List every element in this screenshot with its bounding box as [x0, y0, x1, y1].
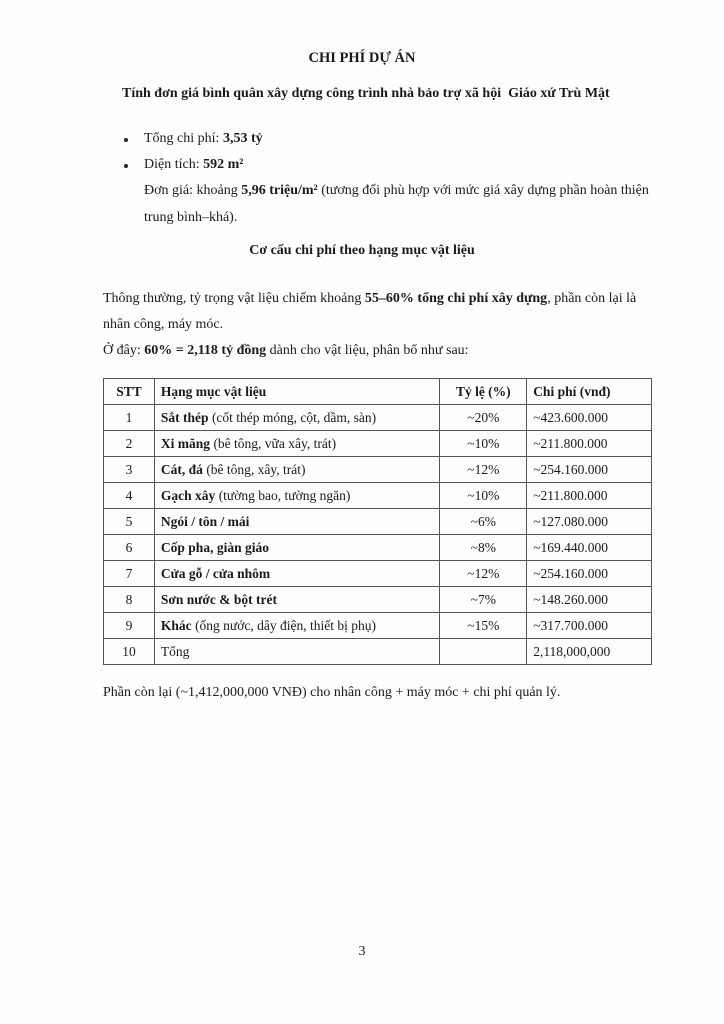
header-rate: Tỷ lệ (%) — [440, 379, 527, 405]
cell-item — [154, 431, 440, 457]
area-label: Diện tích: — [144, 157, 204, 172]
cell-item — [154, 561, 440, 587]
total-cost-value: 3,53 tỷ — [222, 131, 263, 146]
item-detail: (bê tông, xây, trát) — [202, 461, 306, 477]
total-stt: 10 — [104, 639, 155, 665]
item-name: Gạch xây — [160, 487, 216, 503]
cell-cost: ~423.600.000 — [527, 405, 652, 431]
cell-stt: 6 — [104, 535, 155, 561]
summary-item-total-cost — [122, 126, 263, 152]
intro-line1-bold: 55–60% tổng chi phí xây dựng — [364, 291, 548, 306]
summary-list — [122, 126, 263, 178]
item-detail: (bê tông, vữa xây, trát) — [210, 435, 337, 451]
page-number: 3 — [358, 944, 366, 959]
table-body — [104, 405, 652, 665]
intro-line2-suffix: dành cho vật liệu, phân bổ như sau: — [266, 343, 469, 358]
item-name: Xi măng — [160, 435, 211, 451]
cell-rate: ~10% — [440, 431, 527, 457]
cell-rate: ~10% — [440, 483, 527, 509]
table-row — [104, 587, 652, 613]
total-cost-label: Tổng chi phí: — [144, 131, 223, 146]
document-subtitle: Tính đơn giá bình quân xây dựng công trình nhà bảo trợ xã hội Giáo xứ Trù Mật — [122, 86, 610, 101]
cell-cost: ~254.160.000 — [527, 561, 652, 587]
cell-item — [154, 535, 440, 561]
cell-cost: ~169.440.000 — [527, 535, 652, 561]
intro-line1-suffix: , phần còn lại là nhân công, máy móc. — [103, 291, 637, 332]
table-total-row — [104, 639, 652, 665]
intro-line2-prefix: Ở đây: — [103, 343, 145, 358]
cell-cost: ~254.160.000 — [527, 457, 652, 483]
table-row — [104, 535, 652, 561]
header-cost: Chi phí (vnđ) — [527, 379, 652, 405]
cell-rate: ~12% — [440, 561, 527, 587]
cell-stt: 7 — [104, 561, 155, 587]
total-label: Tổng — [154, 639, 440, 665]
table-row — [104, 613, 652, 639]
cell-cost: ~317.700.000 — [527, 613, 652, 639]
intro-line-1 — [103, 286, 663, 338]
scan-bleed-through-mark — [690, 400, 720, 480]
cell-cost: ~148.260.000 — [527, 587, 652, 613]
cell-rate: ~6% — [440, 509, 527, 535]
item-detail: (ống nước, dây điện, thiết bị phụ) — [191, 617, 376, 633]
unit-price-value: 5,96 triệu/m² — [241, 183, 318, 198]
header-item: Hạng mục vật liệu — [154, 379, 440, 405]
cell-item — [154, 457, 440, 483]
cell-stt: 5 — [104, 509, 155, 535]
cell-rate: ~20% — [440, 405, 527, 431]
area-value: 592 m² — [203, 157, 244, 172]
total-cost: 2,118,000,000 — [527, 639, 652, 665]
item-name: Cát, đá — [160, 461, 203, 477]
cell-cost: ~127.080.000 — [527, 509, 652, 535]
table-row — [104, 483, 652, 509]
cell-cost: ~211.800.000 — [527, 483, 652, 509]
cell-cost: ~211.800.000 — [527, 431, 652, 457]
unit-price-note: (tương đối phù hợp với mức giá xây dựng phần hoàn thiện trung bình–khá). — [144, 183, 649, 225]
section-heading: Cơ cấu chi phí theo hạng mục vật liệu — [249, 243, 475, 258]
cell-stt: 8 — [104, 587, 155, 613]
cell-item — [154, 587, 440, 613]
item-name: Sắt thép — [160, 409, 209, 425]
cell-rate: ~8% — [440, 535, 527, 561]
cell-stt: 3 — [104, 457, 155, 483]
table-row — [104, 405, 652, 431]
header-stt: STT — [104, 379, 155, 405]
unit-price-label: Đơn giá: khoảng — [144, 183, 242, 198]
intro-line1-prefix: Thông thường, tỷ trọng vật liệu chiếm khoảng — [103, 291, 365, 306]
cell-item — [154, 613, 440, 639]
table-row — [104, 457, 652, 483]
unit-price-paragraph — [144, 177, 664, 231]
cell-item — [154, 483, 440, 509]
item-name: Ngói / tôn / mái — [160, 513, 250, 529]
intro-paragraph — [103, 286, 663, 364]
cell-item — [154, 405, 440, 431]
document-title: CHI PHÍ DỰ ÁN — [308, 50, 416, 66]
intro-line2-bold: 60% = 2,118 tỷ đồng — [144, 343, 267, 358]
item-name: Khác — [160, 617, 192, 633]
cell-item — [154, 509, 440, 535]
table-row — [104, 509, 652, 535]
item-detail: (cốt thép móng, cột, dầm, sàn) — [208, 409, 377, 425]
summary-item-area — [122, 152, 263, 178]
item-name: Cửa gỗ / cửa nhôm — [160, 565, 271, 581]
intro-line-2 — [103, 338, 663, 364]
cell-rate: ~7% — [440, 587, 527, 613]
cell-stt: 1 — [104, 405, 155, 431]
remainder-note: Phần còn lại (~1,412,000,000 VNĐ) cho nhân công + máy móc + chi phí quản lý. — [103, 685, 561, 700]
table-header-row — [104, 379, 652, 405]
cell-stt: 9 — [104, 613, 155, 639]
table-row — [104, 561, 652, 587]
cell-stt: 2 — [104, 431, 155, 457]
table-row — [104, 431, 652, 457]
item-detail: (tường bao, tường ngăn) — [215, 487, 351, 503]
total-rate — [440, 639, 527, 665]
item-name: Cốp pha, giàn giáo — [160, 539, 269, 555]
cell-stt: 4 — [104, 483, 155, 509]
cell-rate: ~15% — [440, 613, 527, 639]
item-name: Sơn nước & bột trét — [160, 591, 277, 607]
cell-rate: ~12% — [440, 457, 527, 483]
materials-cost-table — [103, 378, 652, 665]
